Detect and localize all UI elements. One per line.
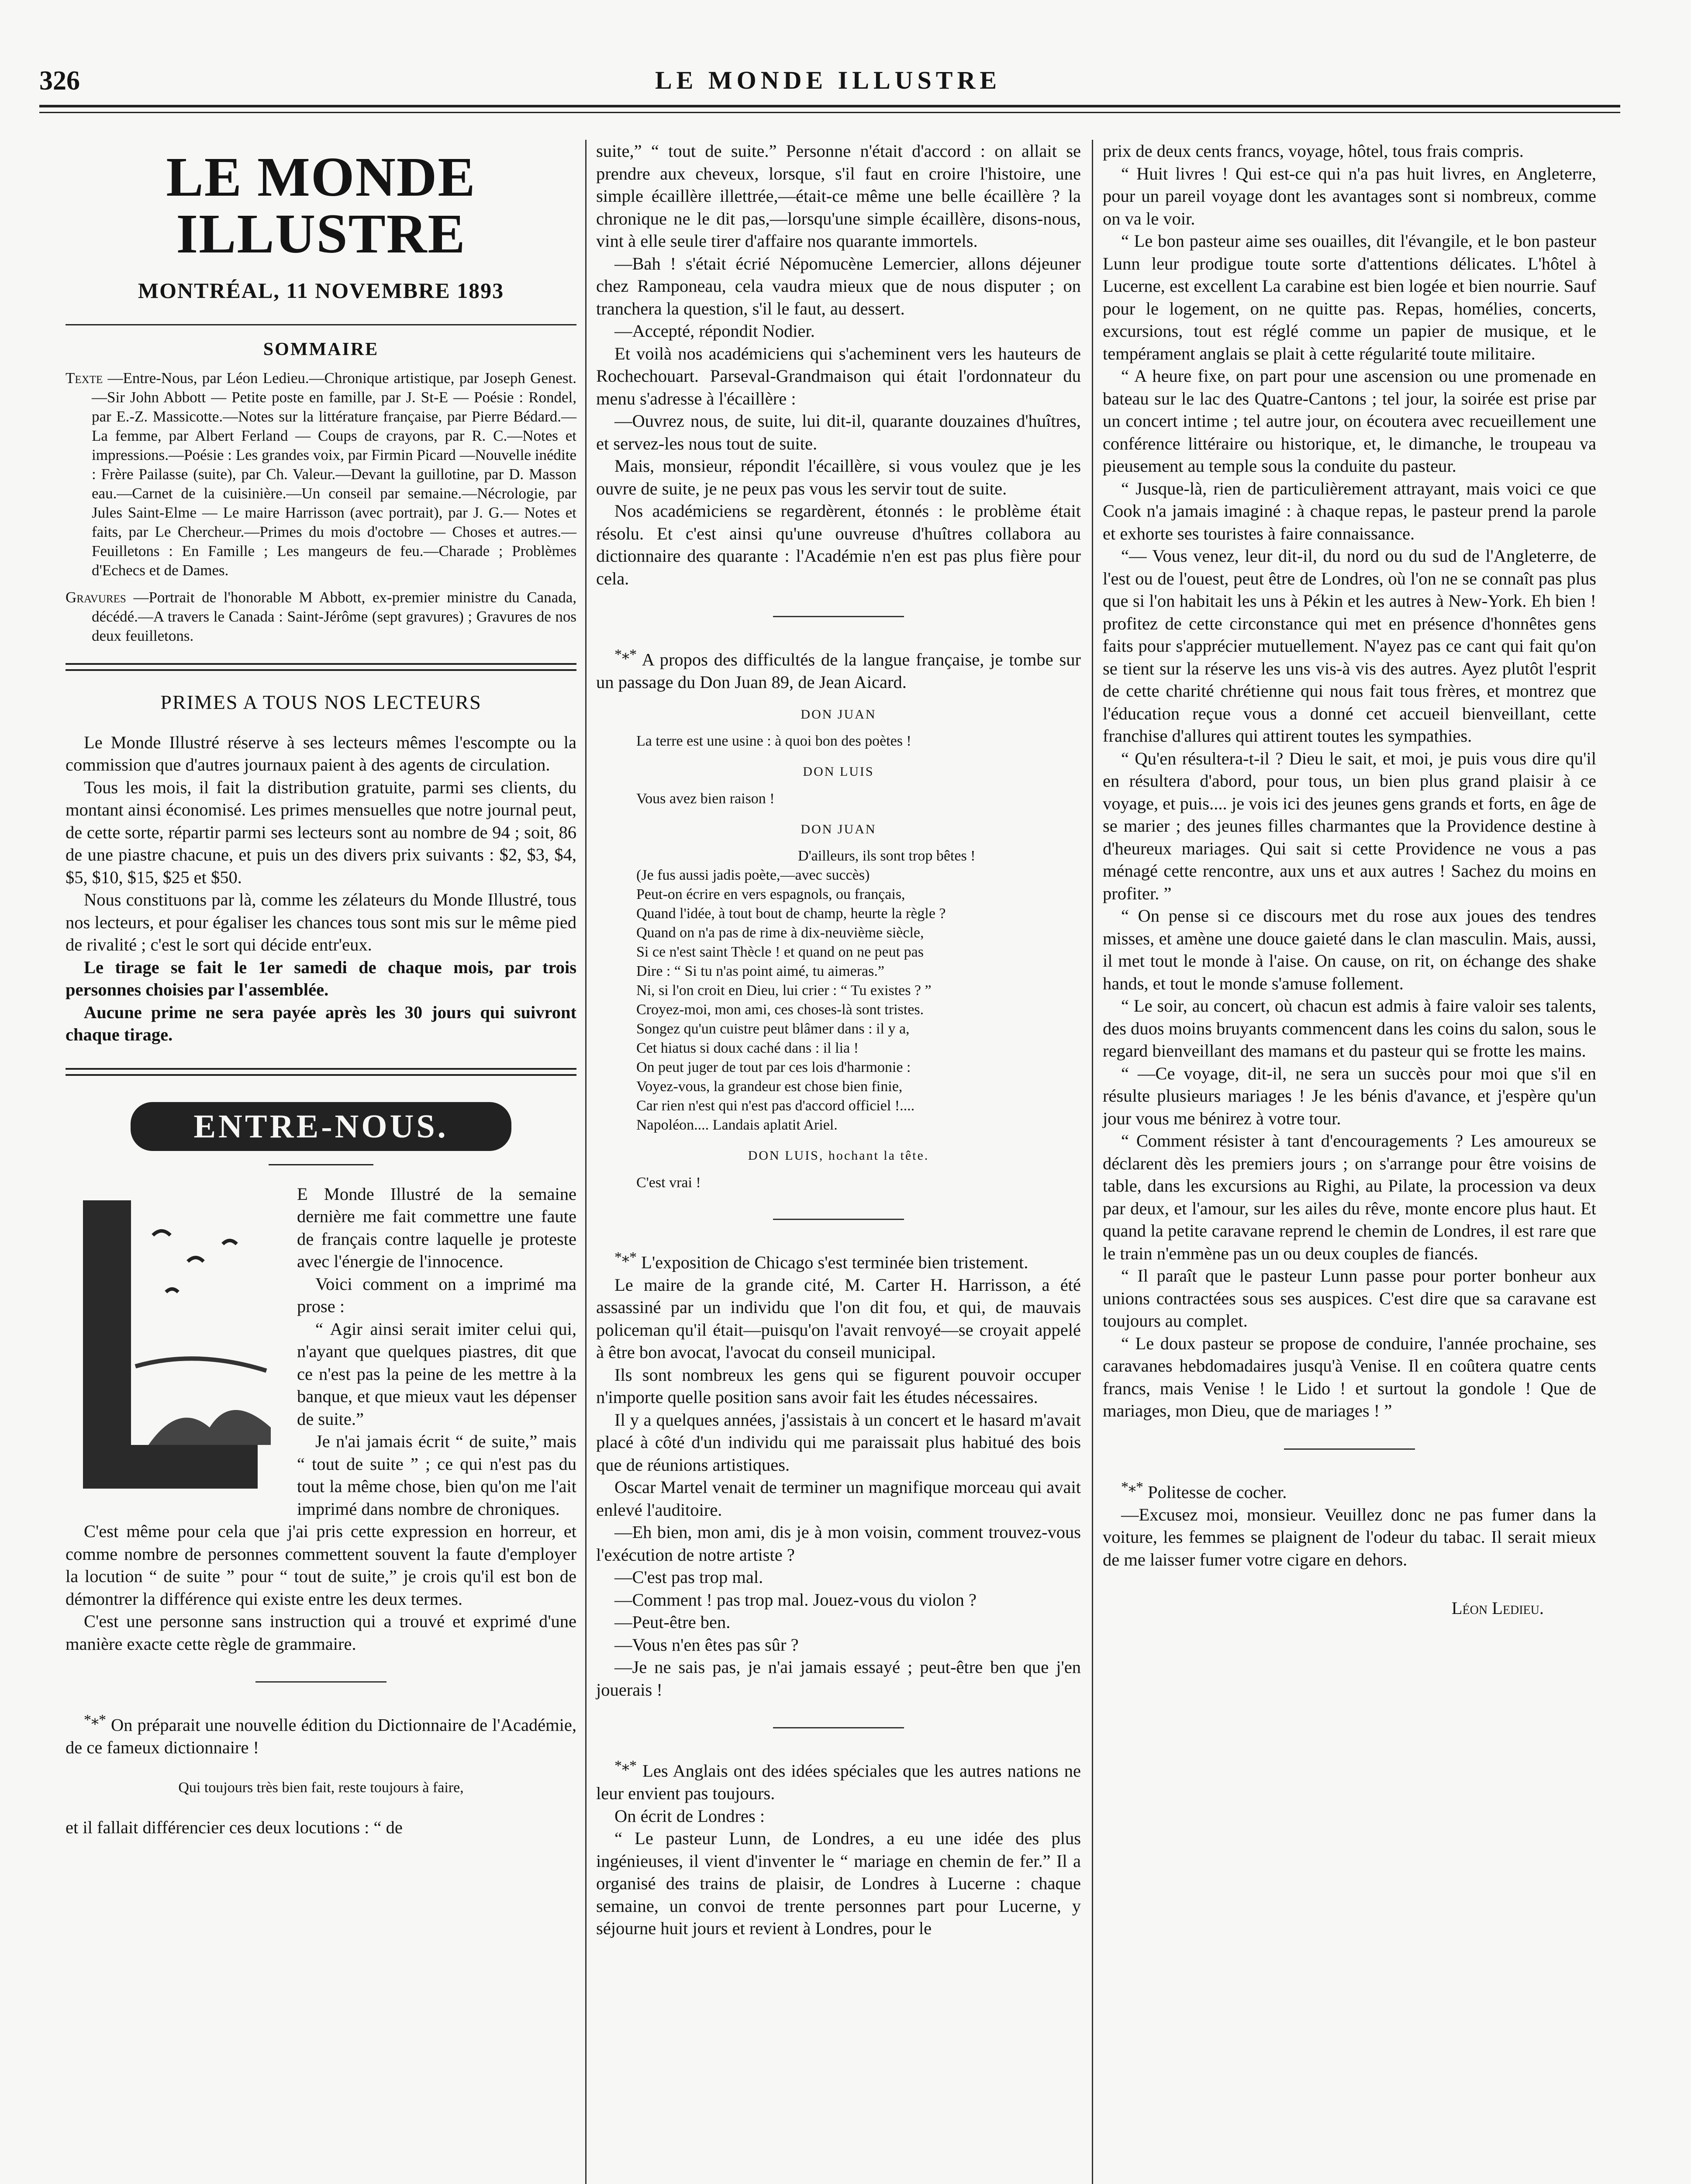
running-title: LE MONDE ILLUSTRE [655,66,1001,94]
entre-nous-c2-p5: —Ouvrez nous, de suite, lui dit-il, quarante douzaines d'huîtres, et servez-les nous tout de suite. [596,411,1081,453]
paragraph-text: Les Anglais ont des idées spéciales que les autres nations ne leur envient pas toujours. [596,1761,1081,1803]
entre-nous-c1-verse: Qui toujours très bien fait, reste toujours à faire, [178,1779,464,1796]
masthead-title: LE MONDE ILLUSTRE [166,146,476,265]
sommaire-texte-label: Texte [66,370,103,387]
verse-line: La terre est une usine : à quoi bon des poètes ! [636,733,911,749]
verse-line: Cet hiatus si doux caché dans : il lia ! [636,1040,859,1056]
author-signature: Léon Ledieu. [1451,1598,1544,1618]
masthead-rule [66,324,576,325]
sommaire-texte-body: —Entre-Nous, par Léon Ledieu.—Chronique artistique, par Joseph Genest.—Sir John Abbott — Petite poste en famille, par J. St-E — Poésie : Rondel, par E.-Z. Massicotte.—Notes sur la littérature française, par Pierre Bédard.—La femme, par Albert Ferland — Coups de crayons, par R. C.—Notes et impressions.—Poésie : Les grandes voix, par Firmin Picard —Nouvelle inédite : Frère Pailasse (suite), par Ch. Valeur.—Devant la guillotine, par D. Masson eau.—Carnet de la cuisinière.—Un conseil par semaine.—Nécrologie, par Jules Saint-Elme — Le maire Harrisson (avec portrait), par J. G.— Notes et faits, par Le Chercheur.—Primes du mois d'octobre — Choses et autres.—Feuilletons : En Famille ; Les mangeurs de feu.—Charade ; Problèmes d'Echecs et de Dames. [92,370,577,579]
section-double-rule-2 [66,1068,576,1076]
separator-rule [773,616,904,617]
verse-speaker: DON JUAN [801,822,877,836]
verse-speaker: DON LUIS, hochant la tête. [748,1148,929,1163]
primes-paragraph-3: Nous constituons par là, comme les zélateurs du Monde Illustré, tous nos lecteurs, et pour égaliser les chances tous sont mis sur le même pied de rivalité ; c'est le sort qui décide entr'eux. [66,890,576,954]
entre-nous-c1-p7 [66,1709,576,1759]
verse-line: Vous avez bien raison ! [636,790,775,807]
drop-cap-birds [153,1231,237,1292]
entre-nous-c2-p2: —Bah ! s'était écrié Népomucène Lemercier, allons déjeuner chez Ramponeau, cela vaudra mieux que de nous disputer ; on tranchera la question, s'il le faut, au dessert. [596,253,1081,318]
entre-nous-c3-p7: “ Qu'en résultera-t-il ? Dieu le sait, et moi, je puis vous dire qu'il en résultera d'abord, pour tous, un bien plus grand plaisir à ce voyage, et puis.... je vois ici des jeunes gens grands et forts, en âge de se marier ; des jeunes filles charmantes que la Providence destine à d'heureux mariages. Qui sait si cette Providence ne vous a pas ménagé cette rencontre, aux uns et aux autres ! Sachez du moins en profiter. ” [1103,748,1596,903]
verse-line: Quand l'idée, à tout bout de champ, heurte la règle ? [636,905,946,922]
verse-line: D'ailleurs, ils sont trop bêtes ! [798,848,976,864]
sommaire-gravures-body: —Portrait de l'honorable M Abbott, ex-premier ministre du Canada, décédé.—A travers le Canada : Saint-Jérôme (sept gravures) ; Gravures de nos deux feuilletons. [92,589,576,644]
column-divider-1 [585,140,587,2184]
paragraph-text: Politesse de cocher. [1148,1482,1287,1502]
entre-nous-c2-p7: Nos académiciens se regardèrent, étonnés : le problème était résolu. Et c'est ainsi qu'une ouvreuse d'huîtres collabora au dictionnaire des quarante : l'Académie n'en est pas plus fière pour cela. [596,501,1081,588]
entre-nous-c3-p6: “— Vous venez, leur dit-il, du nord ou du sud de l'Angleterre, de l'est ou de l'ouest, peut être de Londres, où l'on ne se connaît pas plus que si l'on habitait les uns à Pékin et les autres à New-York. Eh bien ! profitez de cette circonstance qui met en présence d'honnêtes gens faits pour s'apprécier mutuellement. N'ayez pas ce cant qui fait qu'on se tient sur la réserve les uns vis-à vis des autres. Ayez plutôt l'esprit de cette charité chrétienne qui nous fait tous frères, et montrez que l'éducation reçue vous a donné cet accueil bienveillant, cette franchise d'allures qui attirent toutes les sympathies. [1103,546,1596,746]
entre-nous-c2b-p5: Oscar Martel venait de terminer un magnifique morceau qui avait enlevé l'auditoire. [596,1477,1081,1520]
verse-line: Croyez-moi, mon ami, ces choses-là sont tristes. [636,1002,924,1018]
entre-nous-c2b-p7: —C'est pas trop mal. [614,1567,763,1587]
entre-nous-c3-p10: “ —Ce voyage, dit-il, ne sera un succès pour moi que s'il en résulte plusieurs mariages ! Je les bénis d'avance, et j'espère qu'un jour vous me bénirez à votre tour. [1103,1063,1596,1128]
entre-nous-c1-p6: C'est une personne sans instruction qui a trouvé et exprimé d'une manière exacte cette règle de grammaire. [66,1611,576,1654]
verse-line: Voyez-vous, la grandeur est chose bien finie, [636,1078,903,1095]
entre-nous-c1-p5: C'est même pour cela que j'ai pris cette expression en horreur, et comme nombre de personnes commettent souvent la faute d'employer la locution “ de suite ” pour “ tout de suite,” je crois qu'il est bon de démontrer la différence qui existe entre les deux termes. [66,1521,576,1609]
entre-nous-c2b-p8: —Comment ! pas trop mal. Jouez-vous du violon ? [614,1590,977,1610]
asterism: *⁎* [614,646,637,663]
entre-nous-c3-p12: “ Il paraît que le pasteur Lunn passe pour porter bonheur aux unions contractées sous ses auspices. C'est dire que sa caravane est toujours au complet. [1103,1266,1596,1330]
entre-nous-c3-p5: “ Jusque-là, rien de particulièrement attrayant, mais voici ce que Cook n'a jamais imaginé : à chaque repas, le pasteur prend la parole et exhorte ses touristes à faire connaissance. [1103,478,1596,543]
entre-nous-c1-p4: Je n'ai jamais écrit “ de suite,” mais “ tout de suite ” ; ce qui n'est pas du tout la même chose, bien qu'on me l'ait imprimé dans nombre de chroniques. [297,1431,576,1519]
verse-line: Si ce n'est saint Thècle ! et quand on ne peut pas [636,944,924,960]
verse-line: Napoléon.... Landais aplatit Ariel. [636,1117,838,1133]
entre-nous-c3-p3: “ Le bon pasteur aime ses ouailles, dit l'évangile, et le bon pasteur Lunn leur prodigue toute sorte d'attentions délicates. L'hôtel à Lucerne, est excellent La carabine est bien logée et bien nourrie. Sauf pour le logement, on ne quitte pas. Repas, homélies, concerts, excursions, tout est réglé comme un papier de musique, et le tempérament anglais se plait à cette régularité toute militaire. [1103,231,1596,363]
dateline: MONTRÉAL, 11 NOVEMBRE 1893 [138,278,504,303]
verse-line: C'est vrai ! [636,1174,701,1191]
entre-nous-c2b-p14: “ Le pasteur Lunn, de Londres, a eu une idée des plus ingénieuses, il vient d'inventer le “ mariage en chemin de fer.” Il a organisé des trains de plaisir, de Londres à Lucerne : chaque semaine, un convoi de trente personnes part pour Lucerne, y séjourne huit jours et revient à Londres, pour le [596,1828,1081,1938]
primes-heading: PRIMES A TOUS NOS LECTEURS [160,691,482,713]
primes-paragraph-4: Le tirage se fait le 1er samedi de chaque mois, par trois personnes choisies par l'assemblée. [66,957,576,999]
entre-nous-banner: ENTRE-NOUS. [131,1102,511,1151]
column-divider-2 [1092,140,1093,2184]
entre-nous-c2b-p13: On écrit de Londres : [614,1806,765,1826]
entre-nous-c2-p8 [596,643,1081,694]
verse-line: Quand on n'a pas de rime à dix-neuvième siècle, [636,925,924,941]
entre-nous-c3-p15: —Excusez moi, monsieur. Veuillez donc ne pas fumer dans la voiture, les femmes se plaignent de l'odeur du tabac. Il serait mieux de me laisser fumer votre cigare en dehors. [1103,1504,1596,1569]
verse-line: On peut juger de tout par ces lois d'harmonie : [636,1059,911,1075]
verse-line: Ni, si l'on croit en Dieu, lui crier : “ Tu existes ? ” [636,982,932,999]
separator-rule [1284,1448,1415,1450]
primes-paragraph-2: Tous les mois, il fait la distribution gratuite, parmi ses clients, du montant ainsi économisé. Les primes mensuelles que notre journal peut, de cette sorte, répartir parmi ses lecteurs sont au nombre de 94 ; soit, 86 de une piastre chacune, et puis un des divers prix suivants : $2, $3, $4, $5, $10, $15, $25 et $50. [66,777,576,887]
entre-nous-c2b-p10: —Vous n'en êtes pas sûr ? [614,1635,799,1655]
entre-nous-c2-p6: Mais, monsieur, répondit l'écaillère, si vous voulez que je les ouvre de suite, je ne peux pas vous les servir tout de suite. [596,456,1081,498]
paragraph-text: L'exposition de Chicago s'est terminée bien tristement. [641,1252,1028,1272]
entre-nous-c3-p11: “ Comment résister à tant d'encouragements ? Les amoureux se déclarent dès les premiers jours ; on s'arrange pour être voisins de table, dans les excursions au Righi, au Pilate, la procession va deux par deux, et l'amour, sur les ailes du rêve, monte encore plus haut. Et quand la petite caravane reprend le chemin de Londres, il est rare que le train n'emmène pas un ou deux couples de fiancés. [1103,1131,1596,1263]
header-rule-top [39,105,1620,107]
asterism: *⁎* [614,1249,637,1265]
paragraph-text: On préparait une nouvelle édition du Dictionnaire de l'Académie, de ce fameux dictionnaire ! [66,1715,577,1757]
entre-nous-c3-p4: “ A heure fixe, on part pour une ascension ou une promenade en bateau sur le lac des Quatre-Cantons ; tel jour, la soirée est prise par un concert intime ; tel autre jour, on écoutera avec recueillement une conférence littéraire ou historique, et, le dimanche, le troupeau va pieusement au temple sous la conduite du pasteur. [1103,366,1596,476]
entre-nous-c2b-p4: Il y a quelques années, j'assistais à un concert et le hasard m'avait placé à côté d'un individu qui me paraissait plus habitué des bois que de réunions artistiques. [596,1410,1081,1475]
verse-line: Peut-on écrire en vers espagnols, ou français, [636,886,905,902]
verse-line: Songez qu'un cuistre peut blâmer dans : il y a, [636,1021,910,1037]
sommaire-heading: SOMMAIRE [263,339,379,359]
entre-nous-c3-p1: prix de deux cents francs, voyage, hôtel, tous frais compris. [1103,141,1524,161]
drop-cap-letter-l [83,1200,258,1489]
sommaire-texte [66,369,576,580]
entre-nous-c2-p3: —Accepté, répondit Nodier. [614,321,815,341]
entre-nous-c3-p13: “ Le doux pasteur se propose de conduire, l'année prochaine, ses caravanes hebdomadaires jusqu'à Venise. Il en coûtera quatre cents francs, mais Venise ! le Lido ! et surtout la gondole ! Que de mariages, mon Dieu, que de mariages ! ” [1103,1333,1596,1420]
asterism: *⁎* [614,1758,637,1774]
verse-line: Dire : “ Si tu n'as point aimé, tu aimeras.” [636,963,884,979]
entre-nous-c2b-p11: —Je ne sais pas, je n'ai jamais essayé ; peut-être ben que j'en jouerais ! [596,1657,1081,1700]
sommaire-gravures [66,588,576,646]
verse-speaker: DON JUAN [801,707,877,722]
page-number: 326 [39,66,80,96]
separator-rule [773,1727,904,1728]
entre-nous-c2b-p9: —Peut-être ben. [614,1612,731,1632]
drop-cap-illustration [66,1183,284,1497]
entre-nous-c1-p1: E Monde Illustré de la semaine dernière me fait commettre une faute de français contre laquelle je proteste avec l'énergie de l'innocence. [297,1184,576,1271]
entre-nous-c3-p9: “ Le soir, au concert, où chacun est admis à faire valoir ses talents, des duos moins bruyants commencent dans les coins du salon, sous le regard bienveillant des mamans et du pasteur qui se frotte les mains. [1103,996,1596,1061]
paragraph-text: A propos des difficultés de la langue française, je tombe sur un passage du Don Juan 89, de Jean Aicard. [596,650,1081,692]
entre-nous-c2b-p1 [596,1246,1081,1274]
entre-nous-c2b-p6: —Eh bien, mon ami, dis je à mon voisin, comment trouvez-vous l'exécution de notre artiste ? [596,1522,1081,1565]
primes-paragraph-5: Aucune prime ne sera payée après les 30 jours qui suivront chaque tirage. [66,1002,576,1044]
entre-nous-c3-p14 [1103,1476,1596,1503]
primes-paragraph-1: Le Monde Illustré réserve à ses lecteurs mêmes l'escompte ou la commission que d'autres journaux paient à des agents de circulation. [66,732,576,774]
verse-speaker: DON LUIS [803,764,874,779]
entre-nous-c2b-p12 [596,1755,1081,1805]
header-rule-bottom [39,112,1620,113]
entre-nous-c1-p8: et il fallait différencier ces deux locutions : “ de [66,1818,403,1837]
column-3 [1103,140,1596,1620]
entre-nous-c3-p8: “ On pense si ce discours met du rose aux joues des tendres misses, et amène une douce gaieté dans le clan masculin. Mais, aussi, il met tout le monde à l'aise. On cause, on rit, on échange des shake hands, et tout le monde s'amuse follement. [1103,906,1596,993]
banner-underline [269,1164,373,1165]
section-double-rule [66,663,576,671]
separator-rule [255,1681,387,1683]
entre-nous-c3-p2: “ Huit livres ! Qui est-ce qui n'a pas huit livres, en Angleterre, pour un pareil voyage dont les avantages sont si nombreux, comme on va le voir. [1103,163,1596,228]
entre-nous-c2b-p2: Le maire de la grande cité, M. Carter H. Harrisson, a été assassiné par un individu que l'on dit fou, et qui, de mauvais policeman qu'il était—puisqu'on l'avait renvoyé—se croyait appelé à être bon avocat, l'avocat du conseil municipal. [596,1275,1081,1362]
separator-rule [773,1219,904,1220]
sommaire-block [66,369,576,646]
column-1 [66,140,576,1839]
asterism: *⁎* [1121,1479,1143,1495]
entre-nous-c2-p4: Et voilà nos académiciens qui s'acheminent vers les hauteurs de Rochechouart. Parseval-Grandmaison qui était l'ordonnateur du menu s'adresse à l'écaillère : [596,343,1081,408]
entre-nous-c2b-p3: Ils sont nombreux les gens qui se figurent pouvoir occuper n'importe quelle position sans avoir fait les études nécessaires. [596,1365,1081,1407]
entre-nous-c1-p3: “ Agir ainsi serait imiter celui qui, n'ayant que quelques piastres, dit que ce n'est pas la peine de les mettre à la banque, et que mieux vaut les dépenser de suite.” [297,1319,576,1429]
entre-nous-c2-p1: suite,” “ tout de suite.” Personne n'était d'accord : on allait se prendre aux cheveux, lorsque, s'il faut en croire l'histoire, une simple écaillère illettrée,—était-ce même une belle écaillère ? la chronique ne le dit pas,—lorsqu'une simple écaillère, disons-nous, vint à elle seule tirer d'affaire nos quarante immortels. [596,141,1081,251]
verse-line: (Je fus aussi jadis poète,—avec succès) [636,867,870,883]
sommaire-gravures-label: Gravures [66,589,126,606]
column-2 [596,140,1081,1940]
verse-line: Car rien n'est qui n'est pas d'accord officiel !.... [636,1098,915,1114]
asterism: *⁎* [84,1712,106,1728]
drop-cap-foliage [148,1410,271,1445]
entre-nous-c1-p2: Voici comment on a imprimé ma prose : [297,1274,576,1316]
